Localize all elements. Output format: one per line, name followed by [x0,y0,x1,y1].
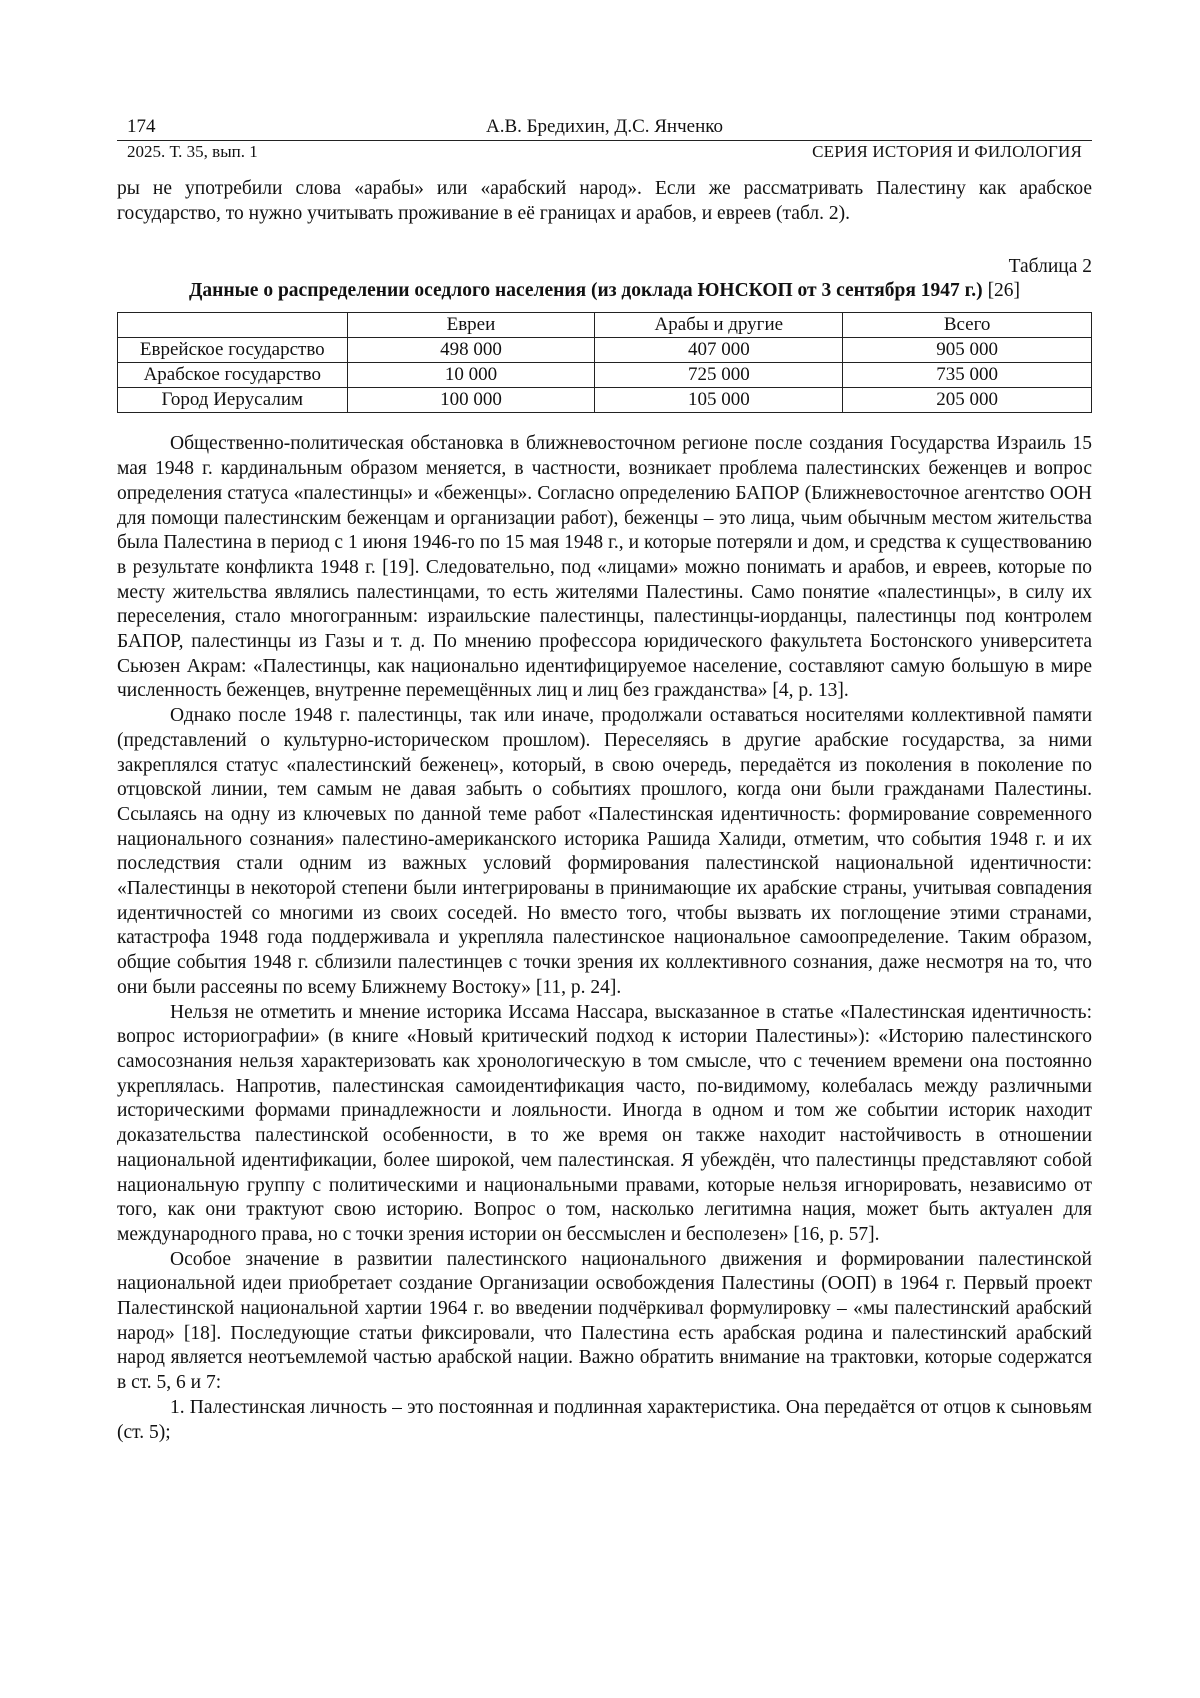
table-cell: Арабское государство [118,363,348,388]
table-label: Таблица 2 [117,255,1092,279]
table-title [117,279,1092,303]
table-header-cell: Евреи [347,313,595,338]
journal-volume: 2025. Т. 35, вып. 1 [127,142,258,162]
header-authors: А.В. Бредихин, Д.С. Янченко [117,116,1092,138]
table-header-cell: Всего [843,313,1092,338]
body-paragraph: Особое значение в развитии палестинского национального движения и формировании палестинской национальной идеи приобретает создание Организации освобождения Палестины (ООП) в 1964 г. Первый проект Палестинской национальной хартии 1964 г. во введении подчёркивал формулировку – «мы палестинский арабский народ» [18]. Последующие статьи фиксировали, что Палестина есть арабская родина и палестинский арабский народ является неотъемлемой частью арабской нации. Важно обратить внимание на трактовки, которые содержатся в ст. 5, 6 и 7: [117,1248,1092,1396]
table-cell: 725 000 [595,363,843,388]
table-cell: 205 000 [843,388,1092,413]
body-paragraph: Общественно-политическая обстановка в ближневосточном регионе после создания Государства Израиль 15 мая 1948 г. кардинальным образом меняется, в частности, возникает проблема палестинских беженцев и вопрос определения статуса «палестинцы» и «беженцы». Согласно определению БАПОР (Ближневосточное агентство ООН для помощи палестинским беженцам и организации работ), беженцы – это лица, чьим обычным местом жительства была Палестина в период с 1 июня 1946-го по 15 мая 1948 г., и которые потеряли и дом, и средства к существованию в результате конфликта 1948 г. [19]. Следовательно, под «лицами» можно понимать и арабов, и евреев, которые по месту жительства являлись палестинцами, то есть жителями Палестины. Само понятие «палестинцы», в силу их переселения, стало многогранным: израильские палестинцы, палестинцы-иорданцы, палестинцы под контролем БАПОР, палестинцы из Газы и т. д. По мнению профессора юридического факультета Бостонского университета Сьюзен Акрам: «Палестинцы, как национально идентифицируемое население, составляют самую большую в мире численность беженцев, внутренне перемещённых лиц и лиц без гражданства» [4, p. 13]. [117,432,1092,704]
table-row [118,363,1092,388]
table-header-row [118,313,1092,338]
page [117,116,1092,1445]
table-cell: 905 000 [843,338,1092,363]
table-cell: Город Иерусалим [118,388,348,413]
table-header-cell [118,313,348,338]
journal-series: СЕРИЯ ИСТОРИЯ И ФИЛОЛОГИЯ [812,142,1082,162]
table-citation: [26] [983,280,1020,301]
table-cell: 498 000 [347,338,595,363]
population-table [117,312,1092,413]
table-header-cell: Арабы и другие [595,313,843,338]
table-cell: 10 000 [347,363,595,388]
intro-paragraph: ры не употребили слова «арабы» или «арабский народ». Если же рассматривать Палестину как арабское государство, то нужно учитывать проживание в её границах и арабов, и евреев (табл. 2). [117,177,1092,226]
table-title-text: Данные о распределении оседлого населения (из доклада ЮНСКОП от 3 сентября 1947 г.) [189,280,983,301]
running-subheader [117,140,1092,165]
table-cell: 105 000 [595,388,843,413]
table-row [118,338,1092,363]
table-cell: 735 000 [843,363,1092,388]
page-number: 174 [127,116,156,138]
list-item: 1. Палестинская личность – это постоянная и подлинная характеристика. Она передаётся от отцов к сыновьям (ст. 5); [117,1396,1092,1445]
body-paragraph: Нельзя не отметить и мнение историка Иссама Нассара, высказанное в статье «Палестинская идентичность: вопрос историографии» (в книге «Новый критический подход к истории Палестины»): «Историю палестинского самосознания нельзя характеризовать как хронологическую в том смысле, что с течением времени она постоянно укреплялась. Напротив, палестинская самоидентификация часто, по-видимому, колебалась между различными историческими формами принадлежности и лояльности. Иногда в одном и том же событии историк находит доказательства палестинской особенности, в то же время он также находит настойчивость в отношении национальной идентификации, более широкой, чем палестинская. Я убеждён, что палестинцы представляют собой национальную группу с политическими и национальными правами, которые нельзя игнорировать, независимо от того, как они трактуют свою историю. Вопрос о том, насколько легитимна нация, может быть актуален для международного права, но с точки зрения истории он бессмыслен и бесполезен» [16, p. 57]. [117,1001,1092,1248]
table-cell: 100 000 [347,388,595,413]
running-header [117,116,1092,140]
table-row [118,388,1092,413]
table-cell: 407 000 [595,338,843,363]
body-paragraph: Однако после 1948 г. палестинцы, так или иначе, продолжали оставаться носителями коллективной памяти (представлений о культурно-историческом прошлом). Переселяясь в другие арабские государства, за ними закреплялся статус «палестинский беженец», который, в свою очередь, передаётся из поколения в поколение по отцовской линии, тем самым не давая забыть о событиях прошлого, когда они были гражданами Палестины. Ссылаясь на одну из ключевых по данной теме работ «Палестинская идентичность: формирование современного национального сознания» палестино-американского историка Рашида Халиди, отметим, что события 1948 г. и их последствия стали одним из важных условий формирования палестинской национальной идентичности: «Палестинцы в некоторой степени были интегрированы в принимающие их арабские страны, учитывая совпадения идентичностей со многими из своих соседей. Но вместо того, чтобы вызвать их поглощение этими странами, катастрофа 1948 года поддерживала и укрепляла палестинское национальное самоопределение. Таким образом, общие события 1948 г. сблизили палестинцев с точки зрения их коллективного сознания, даже несмотря на то, что они были рассеяны по всему Ближнему Востоку» [11, p. 24]. [117,704,1092,1000]
table-cell: Еврейское государство [118,338,348,363]
